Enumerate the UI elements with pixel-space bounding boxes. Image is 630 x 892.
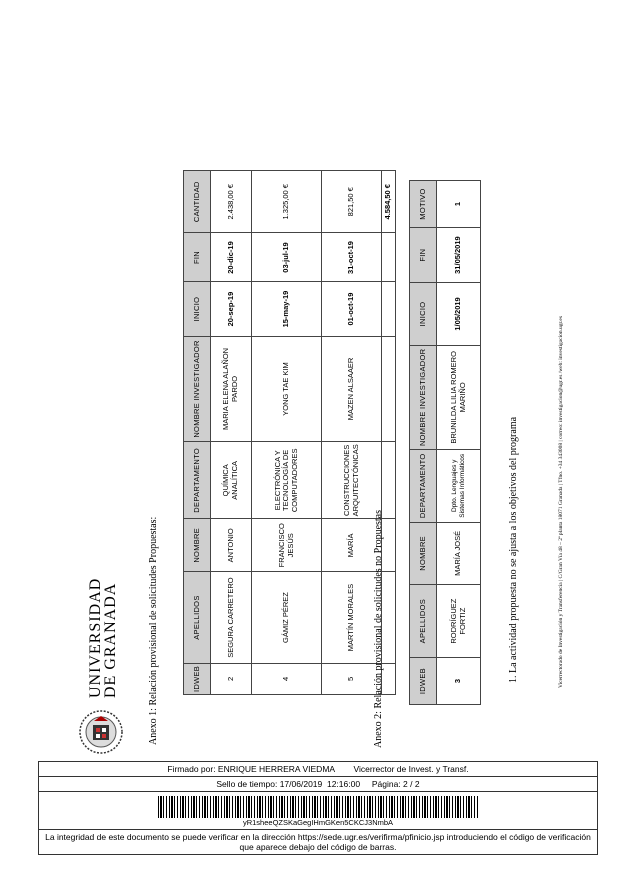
col-fin: FIN xyxy=(184,233,211,282)
verification-code: yR1sheeQZSKaGegIHmGKen5CKCJ3NmbA xyxy=(242,818,394,827)
barcode-block xyxy=(39,792,597,830)
cell: YONG TAE KIM xyxy=(252,336,322,442)
col-investigador: NOMBRE INVESTIGADOR xyxy=(410,345,437,449)
cell: 20-dic-19 xyxy=(211,233,252,282)
cell: MARÍA xyxy=(322,519,382,572)
university-line2: DE GRANADA xyxy=(102,582,119,698)
annex1-table xyxy=(183,170,396,695)
col-cantidad: CANTIDAD xyxy=(184,171,211,233)
motive-note: 1. La actividad propuesta no se ajusta a los objetivos del programa xyxy=(508,416,519,683)
cell: QUÍMICA ANALÍTICA xyxy=(211,442,252,519)
cell: CONSTRUCCIONES ARQUITECTÓNICAS xyxy=(322,442,382,519)
cell: Dpto. Lenguajes y Sistemas Informáticos xyxy=(437,449,481,522)
signature-footer xyxy=(38,761,598,855)
integrity-notice: La integridad de este documento se puede verificar en la dirección https://sede.ugr.es/verifirma/pfinicio.jsp introduciendo el código de verificación que aparece debajo del código de barras. xyxy=(45,832,591,852)
side-address: Vicerrectorado de Investigación y Transferencia | C/Gran Vía 48 – 2ª planta 18071 Granada | Tfno. +34 343008 | correo: investigacion@ugr.es /web: investigacion.ugr.es xyxy=(558,316,564,688)
cell: 15-may-19 xyxy=(252,282,322,336)
cell: 2 xyxy=(211,663,252,694)
col-investigador: NOMBRE INVESTIGADOR xyxy=(184,336,211,442)
col-inicio: INICIO xyxy=(410,283,437,346)
annex2-table xyxy=(409,180,481,705)
col-idweb: IDWEB xyxy=(410,658,437,705)
total-value: 4.584,50 € xyxy=(382,171,396,233)
table-row xyxy=(437,181,481,705)
col-idweb: IDWEB xyxy=(184,663,211,694)
cell: SEGURA CARRETERO xyxy=(211,572,252,664)
cell: 01-oct-19 xyxy=(322,282,382,336)
col-departamento: DEPARTAMENTO xyxy=(184,442,211,519)
annex2-header-row xyxy=(410,181,437,705)
cell: 4 xyxy=(252,663,322,694)
cell: MARIA ELENA ALAÑON PARDO xyxy=(211,336,252,442)
cell: 1/05/2019 xyxy=(437,283,481,346)
table-row xyxy=(211,171,252,695)
cell: RODRÍGUEZ FORTIZ xyxy=(437,585,481,658)
cell: FRANCISCO JESÚS xyxy=(252,519,322,572)
table-row xyxy=(252,171,322,695)
cell: 03-jul-19 xyxy=(252,233,322,282)
col-nombre: NOMBRE xyxy=(410,522,437,585)
cell: MARTÍN MORALES xyxy=(322,572,382,664)
cell: 3 xyxy=(437,658,481,705)
col-motivo: MOTIVO xyxy=(410,181,437,228)
col-apellidos: APELLIDOS xyxy=(410,585,437,658)
cell: 31-oct-19 xyxy=(322,233,382,282)
cell: BRUNILDA LILIA ROMERO MARIÑO xyxy=(437,345,481,449)
cell: 20-sep-19 xyxy=(211,282,252,336)
cell: ELECTRÓNICA Y TECNOLOGÍA DE COMPUTADORES xyxy=(252,442,322,519)
col-nombre: NOMBRE xyxy=(184,519,211,572)
cell: MARÍA JOSÉ xyxy=(437,522,481,585)
timestamp: Sello de tiempo: 17/06/2019 12:16:00 Página: 2 / 2 xyxy=(39,777,597,792)
col-apellidos: APELLIDOS xyxy=(184,572,211,664)
barcode-icon xyxy=(158,796,478,818)
signed-by: Firmado por: ENRIQUE HERRERA VIEDMA Vicerrector de Invest. y Transf. xyxy=(39,762,597,777)
university-seal-icon xyxy=(78,707,124,757)
annex2-title: Anexo 2: Relación provisional de solicitudes no Propuestas xyxy=(373,509,384,748)
university-line1: UNIVERSIDAD xyxy=(87,577,104,698)
col-inicio: INICIO xyxy=(184,282,211,336)
cell: 31/05/2019 xyxy=(437,227,481,282)
cell: 5 xyxy=(322,663,382,694)
cell: ANTONIO xyxy=(211,519,252,572)
annex1-header-row xyxy=(184,171,211,695)
annex2-table-wrap xyxy=(409,180,481,705)
annex1-table-wrap xyxy=(183,170,396,695)
cell: 821,50 € xyxy=(322,171,382,233)
university-name xyxy=(88,578,118,698)
col-departamento: DEPARTAMENTO xyxy=(410,449,437,522)
cell: GÁMIZ PÉREZ xyxy=(252,572,322,664)
annex1-title: Anexo 1: Relación provisional de solicitudes Propuestas: xyxy=(148,516,159,745)
cell: 1.325,00 € xyxy=(252,171,322,233)
cell: MAZEN ALSAAER xyxy=(322,336,382,442)
cell: 1 xyxy=(437,181,481,228)
col-fin: FIN xyxy=(410,227,437,282)
cell: 2.438,00 € xyxy=(211,171,252,233)
